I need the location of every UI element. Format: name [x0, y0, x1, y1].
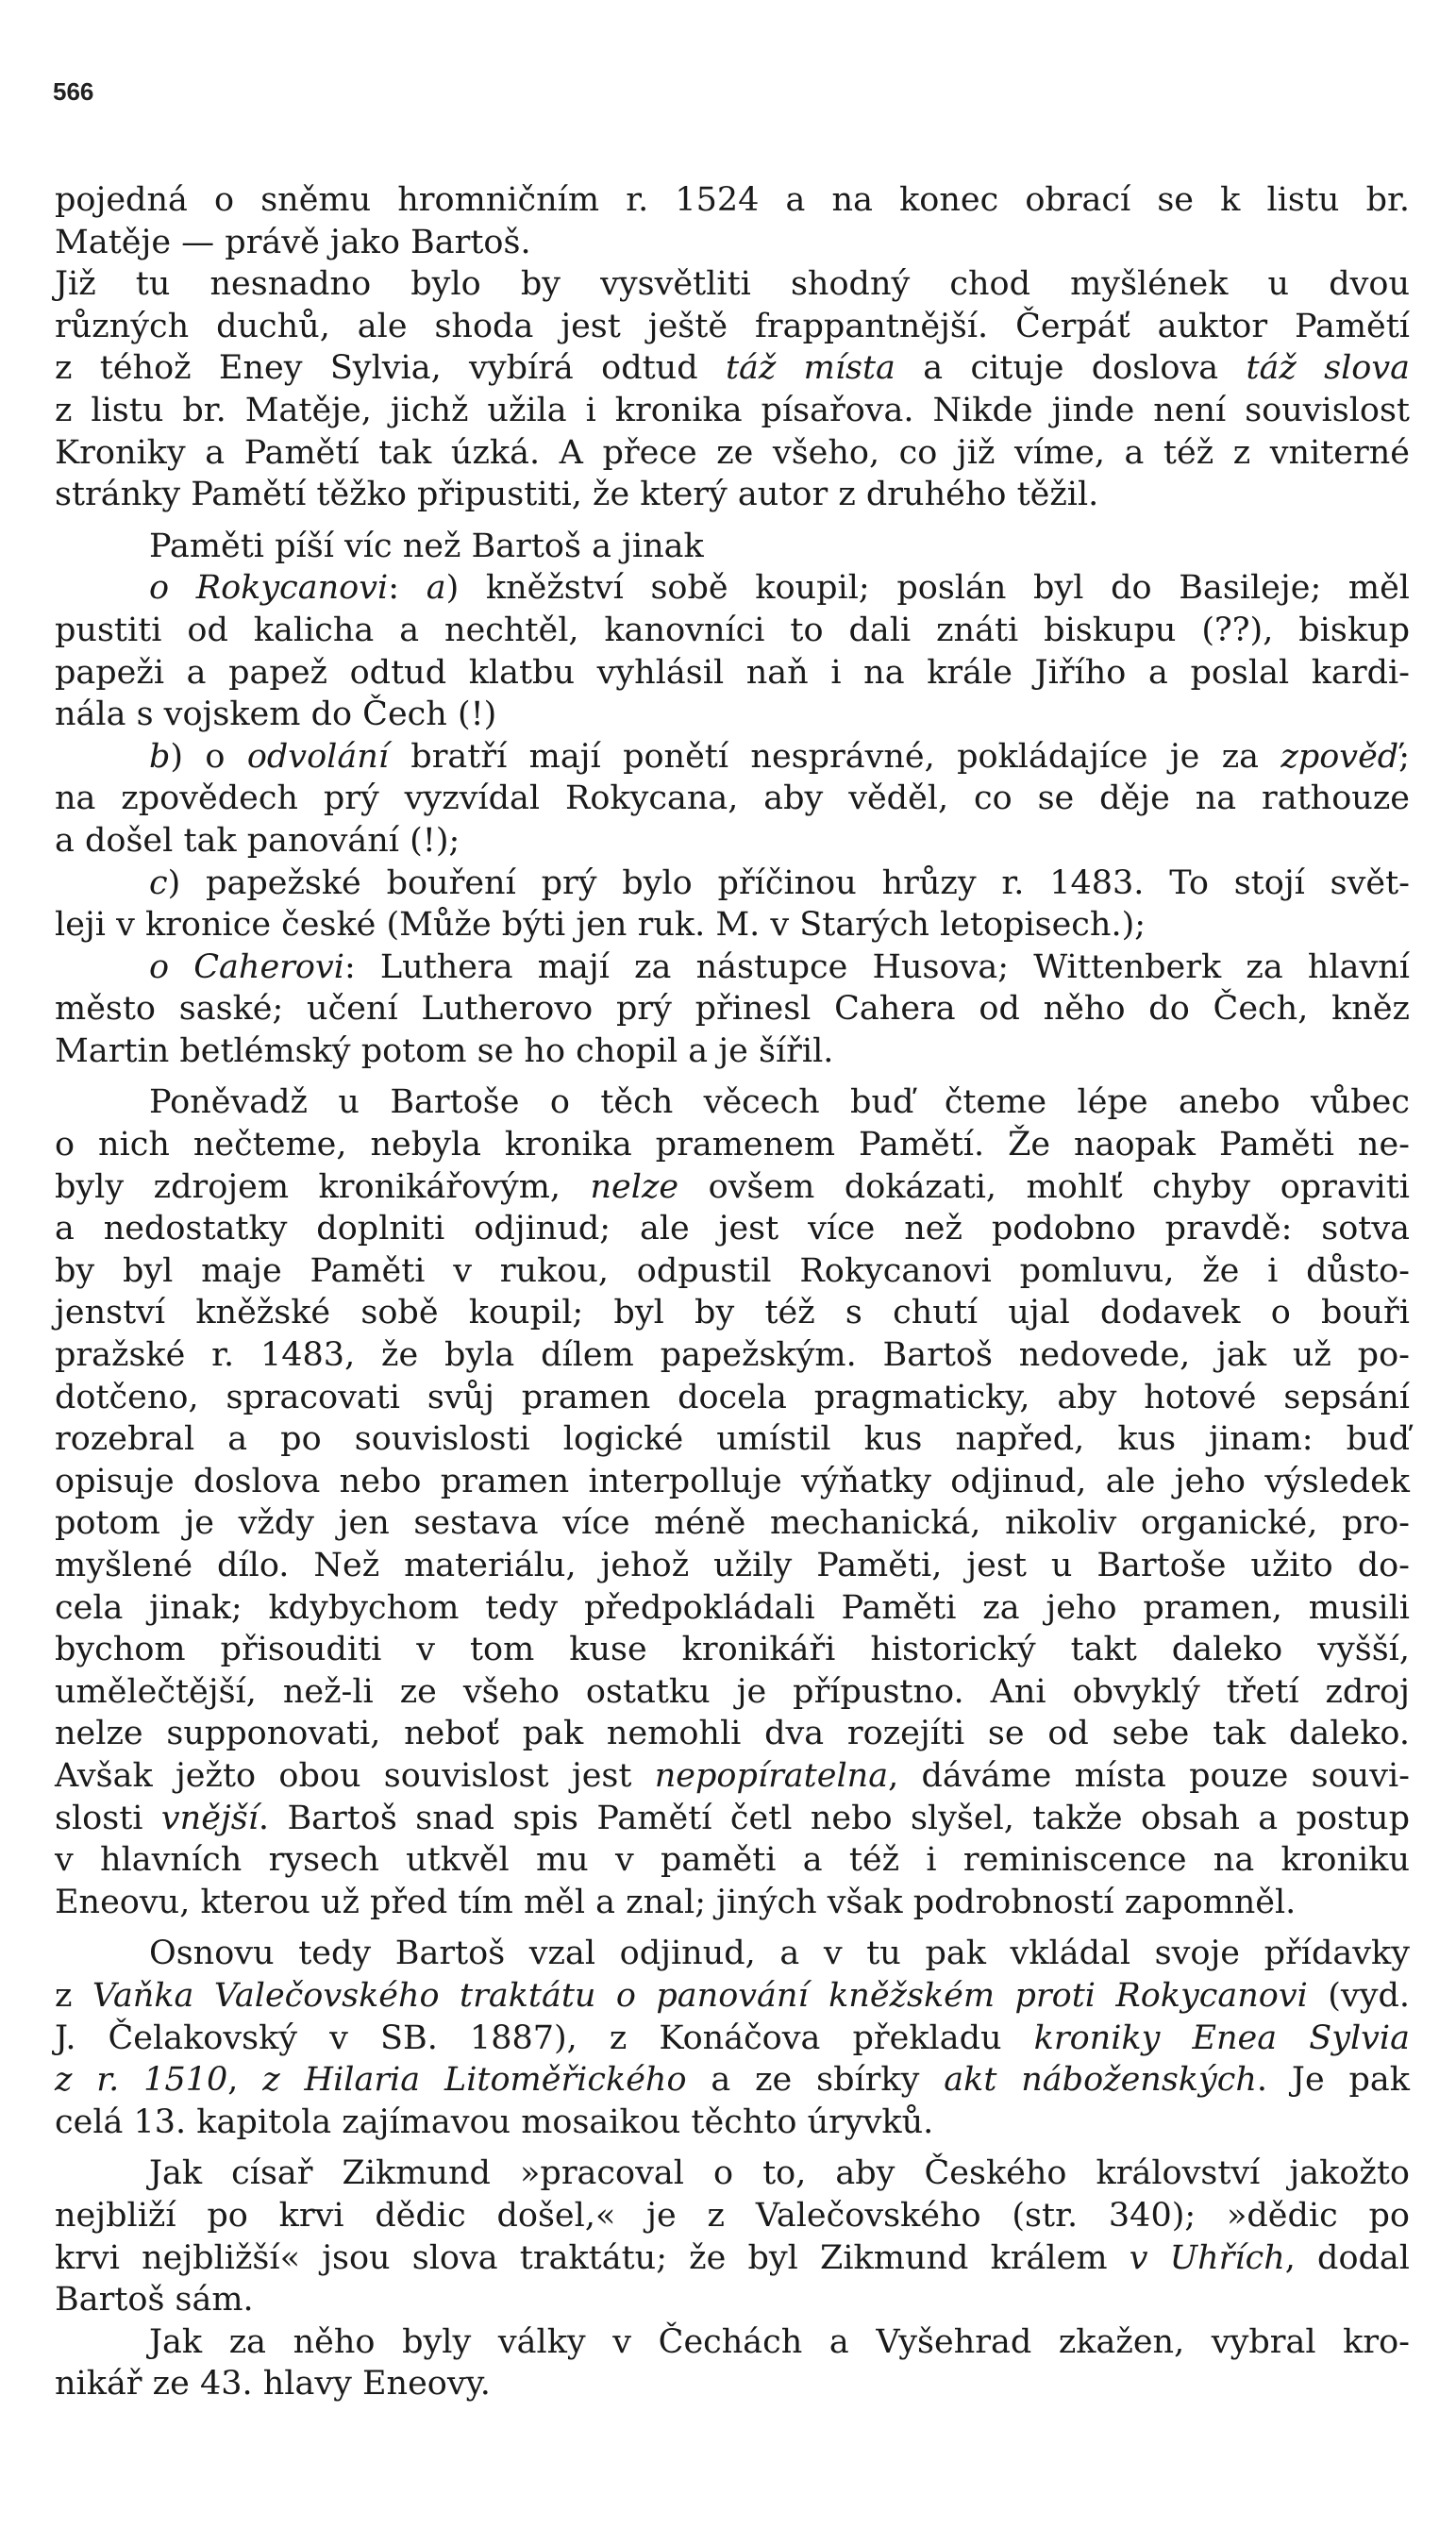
page-number: 566 [53, 77, 94, 106]
text-line [55, 1671, 1410, 1714]
text-segment: z téhož Eney Sylvia, vybírá odtud [55, 349, 726, 388]
italic-text: z Hilaria Litoměřického [262, 2061, 687, 2100]
text-segment: opisuje doslova nebo pramen interpolluje výňatky odjinud, ale jeho výsledek [55, 1462, 1410, 1500]
text-line [55, 1975, 1410, 2018]
text-line [55, 988, 1410, 1030]
text-line [55, 946, 1410, 989]
text-segment: Jak císař Zikmund »pracoval o to, aby Českého království jakožto [149, 2154, 1410, 2193]
italic-text: Rokycanovi [195, 569, 389, 608]
text-segment: Poněvadž u Bartoše o těch věcech buď čteme lépe anebo vůbec [149, 1083, 1410, 1122]
text-segment: cela jinak; kdybychom tedy předpokládali Paměti za jeho pramen, musili [55, 1588, 1410, 1627]
text-segment: a došel tak panování (!); [55, 821, 460, 860]
text-line [55, 2059, 1410, 2102]
text-line [55, 1292, 1410, 1334]
italic-text: o [149, 569, 196, 608]
text-segment: nejbliží po krvi dědic došel,« je z Valečovského (str. 340); »dědic po [55, 2196, 1410, 2235]
text-line [55, 736, 1410, 779]
text-segment: : Luthera mají za nástupce Husova; Wittenberk za hlavní [343, 947, 1410, 986]
text-segment: Avšak ježto obou souvislost jest [55, 1756, 655, 1795]
text-line [55, 1418, 1410, 1461]
text-segment: z [55, 1976, 92, 2015]
text-segment: bratří mají ponětí nesprávné, pokládajíce je za [388, 737, 1281, 776]
text-segment: Martin betlémský potom se ho chopil a je šířil. [55, 1031, 834, 1070]
text-line [55, 1208, 1410, 1250]
text-line [55, 1839, 1410, 1882]
italic-text: kroniky Enea Sylvia [1033, 2018, 1410, 2057]
text-line [55, 2321, 1410, 2364]
text-segment: rozebral a po souvislosti logické umístil kus napřed, kus jinam: buď [55, 1420, 1410, 1459]
text-segment: na zpovědech prý vyzvídal Rokycana, aby věděl, co se děje na rathouze [55, 779, 1410, 818]
text-segment: myšlené dílo. Než materiálu, jehož užily Paměti, jest u Bartoše užito do- [55, 1547, 1410, 1584]
text-line [55, 1713, 1410, 1755]
text-line [55, 1166, 1410, 1209]
text-segment: umělečtější, než-li ze všeho ostatku je přípustno. Ani obvyklý třetí zdroj [55, 1672, 1410, 1711]
text-segment: potom je vždy jen sestava více méně mechanická, nikoliv organické, pro- [55, 1504, 1410, 1543]
text-line [55, 474, 1410, 516]
text-line [55, 610, 1410, 652]
text-segment: papeži a papež odtud klatbu vyhlásil naň i na krále Jiřího a poslal kardi- [55, 653, 1410, 692]
text-segment: různých duchů, ale shoda jest ještě frappantnější. Čerpáť auktor Pamětí [55, 307, 1410, 345]
italic-text: c [149, 863, 168, 902]
text-segment: ; [1398, 737, 1410, 776]
text-line [55, 526, 1410, 568]
italic-text: vnější [160, 1799, 259, 1837]
italic-text: nepopíratelna [654, 1756, 889, 1795]
text-segment: celá 13. kapitola zajímavou mosaikou těchto úryvků. [55, 2102, 934, 2141]
text-line [55, 567, 1410, 610]
text-segment: byly zdrojem kronikářovým, [55, 1167, 591, 1206]
text-line [55, 2279, 1410, 2321]
text-line [55, 1334, 1410, 1377]
text-line [55, 222, 1410, 264]
text-line [55, 1798, 1410, 1840]
text-line [55, 1461, 1410, 1503]
text-segment: stránky Pamětí těžko připustiti, že který autor z druhého těžil. [55, 476, 1099, 514]
text-segment: ) o [170, 737, 247, 776]
text-line [55, 2363, 1410, 2405]
text-segment: leji v kronice české (Může býti jen ruk. M. v Starých letopisech.); [55, 906, 1146, 945]
text-segment: nelze supponovati, neboť pak nemohli dva rozejíti se od sebe tak daleko. [55, 1715, 1410, 1753]
italic-text: o Caherovi [149, 947, 344, 986]
italic-text: táž místa [725, 349, 895, 388]
text-segment: krvi nejbližší« jsou slova traktátu; že byl Zikmund králem [55, 2238, 1130, 2277]
text-line [55, 263, 1410, 306]
text-line [55, 652, 1410, 695]
text-segment: a nedostatky doplniti odjinud; ale jest více než podobno pravdě: sotva [55, 1210, 1410, 1248]
text-line [55, 1882, 1410, 1924]
text-segment: a ze sbírky [686, 2061, 945, 2100]
text-segment: , dodal [1284, 2238, 1410, 2277]
text-segment: Bartoš sám. [55, 2281, 254, 2320]
text-line [55, 1030, 1410, 1073]
text-line [55, 694, 1410, 736]
text-segment: nála s vojskem do Čech (!) [55, 695, 497, 734]
text-line [55, 2102, 1410, 2144]
text-line [55, 432, 1410, 475]
text-segment: Eneovu, kterou už před tím měl a znal; jiných však podrobností zapomněl. [55, 1883, 1297, 1921]
text-segment: : [388, 569, 427, 608]
text-line [55, 2195, 1410, 2237]
text-line [55, 778, 1410, 820]
text-segment: . Bartoš snad spis Pamětí četl nebo slyšel, takže obsah a postup [258, 1799, 1411, 1837]
text-line [55, 306, 1410, 348]
text-segment: Matěje — právě jako Bartoš. [55, 223, 531, 261]
body-text [55, 179, 1410, 2405]
text-line [55, 863, 1410, 905]
text-line [55, 904, 1410, 946]
text-line [55, 347, 1410, 390]
text-segment: ) kněžství sobě koupil; poslán byl do Basileje; měl [445, 569, 1411, 608]
text-segment: ovšem dokázati, mohlť chyby opraviti [678, 1167, 1410, 1206]
italic-text: a [426, 569, 446, 608]
text-line [55, 1124, 1410, 1166]
italic-text: v Uhřích [1129, 2238, 1285, 2277]
text-segment: Kroniky a Pamětí tak úzká. A přece ze všeho, co již víme, a též z vniterné [55, 433, 1410, 472]
text-line [55, 2018, 1410, 2060]
text-line [55, 1081, 1410, 1124]
text-segment: a cituje doslova [895, 349, 1247, 388]
text-segment: jenství kněžské sobě koupil; byl by též s chutí ujal dodavek o bouři [55, 1294, 1410, 1332]
text-line [55, 1755, 1410, 1798]
italic-text: Vaňka Valečovského traktátu o panování kněžském proti Rokycanovi [92, 1976, 1308, 2015]
italic-text: b [149, 737, 171, 776]
text-line [55, 1629, 1410, 1671]
text-segment: , dáváme místa pouze souvi- [888, 1756, 1410, 1795]
text-segment: ) papežské bouření prý bylo příčinou hrůzy r. 1483. To stojí svět- [167, 863, 1410, 902]
text-segment: bychom přisouditi v tom kuse kronikáři historický takt daleko vyšší, [55, 1631, 1410, 1669]
italic-text: akt náboženských [944, 2061, 1257, 2100]
text-line [55, 179, 1410, 222]
text-segment: pustiti od kalicha a nechtěl, kanovníci to dali znáti biskupu (??), biskup [55, 611, 1410, 649]
text-segment: z listu br. Matěje, jichž užila i kronika písařova. Nikde jinde není souvislost [55, 391, 1410, 429]
text-segment: Již tu nesnadno bylo by vysvětliti shodný chod myšlének u dvou [55, 265, 1410, 304]
text-segment: , [227, 2061, 263, 2100]
italic-text: z r. 1510 [55, 2061, 228, 2100]
text-segment: slosti [55, 1799, 161, 1837]
text-line [55, 1933, 1410, 1975]
text-line [55, 2152, 1410, 2195]
text-segment: by byl maje Paměti v rukou, odpustil Rokycanovi pomluvu, že i důsto- [55, 1251, 1410, 1290]
text-line [55, 820, 1410, 863]
text-segment: Osnovu tedy Bartoš vzal odjinud, a v tu pak vkládal svoje přídavky [149, 1935, 1410, 1973]
text-line [55, 1377, 1410, 1419]
italic-text: nelze [590, 1167, 679, 1206]
text-line [55, 390, 1410, 432]
text-segment: nikář ze 43. hlavy Eneovy. [55, 2365, 491, 2404]
italic-text: táž slova [1246, 349, 1411, 388]
text-segment: Paměti píší víc než Bartoš a jinak [149, 527, 704, 565]
text-segment: město saské; učení Lutherovo prý přinesl Cahera od něho do Čech, kněz [55, 990, 1410, 1029]
text-segment: pražské r. 1483, že byla dílem papežským. Bartoš nedovede, jak už po- [55, 1336, 1410, 1375]
text-segment: o nich nečteme, nebyla kronika pramenem Pamětí. Že naopak Paměti ne- [55, 1126, 1410, 1164]
text-segment: (vyd. [1307, 1976, 1411, 2015]
text-line [55, 1502, 1410, 1545]
italic-text: odvolání [246, 737, 389, 776]
text-segment: v hlavních rysech utkvěl mu v paměti a též i reminiscence na kroniku [55, 1841, 1410, 1880]
text-line [55, 1250, 1410, 1293]
text-segment: Jak za něho byly války v Čechách a Vyšehrad zkažen, vybral kro- [149, 2322, 1410, 2361]
text-line [55, 2237, 1410, 2280]
italic-text: zpověď [1280, 737, 1399, 776]
text-segment: J. Čelakovský v SB. 1887), z Konáčova překladu [55, 2018, 1034, 2057]
text-line [55, 1545, 1410, 1587]
text-segment: dotčeno, spracovati svůj pramen docela pragmaticky, aby hotové sepsání [55, 1378, 1410, 1416]
text-segment: . Je pak [1256, 2061, 1410, 2100]
text-segment: pojedná o sněmu hromničním r. 1524 a na konec obrací se k listu br. [55, 181, 1410, 219]
text-line [55, 1587, 1410, 1630]
